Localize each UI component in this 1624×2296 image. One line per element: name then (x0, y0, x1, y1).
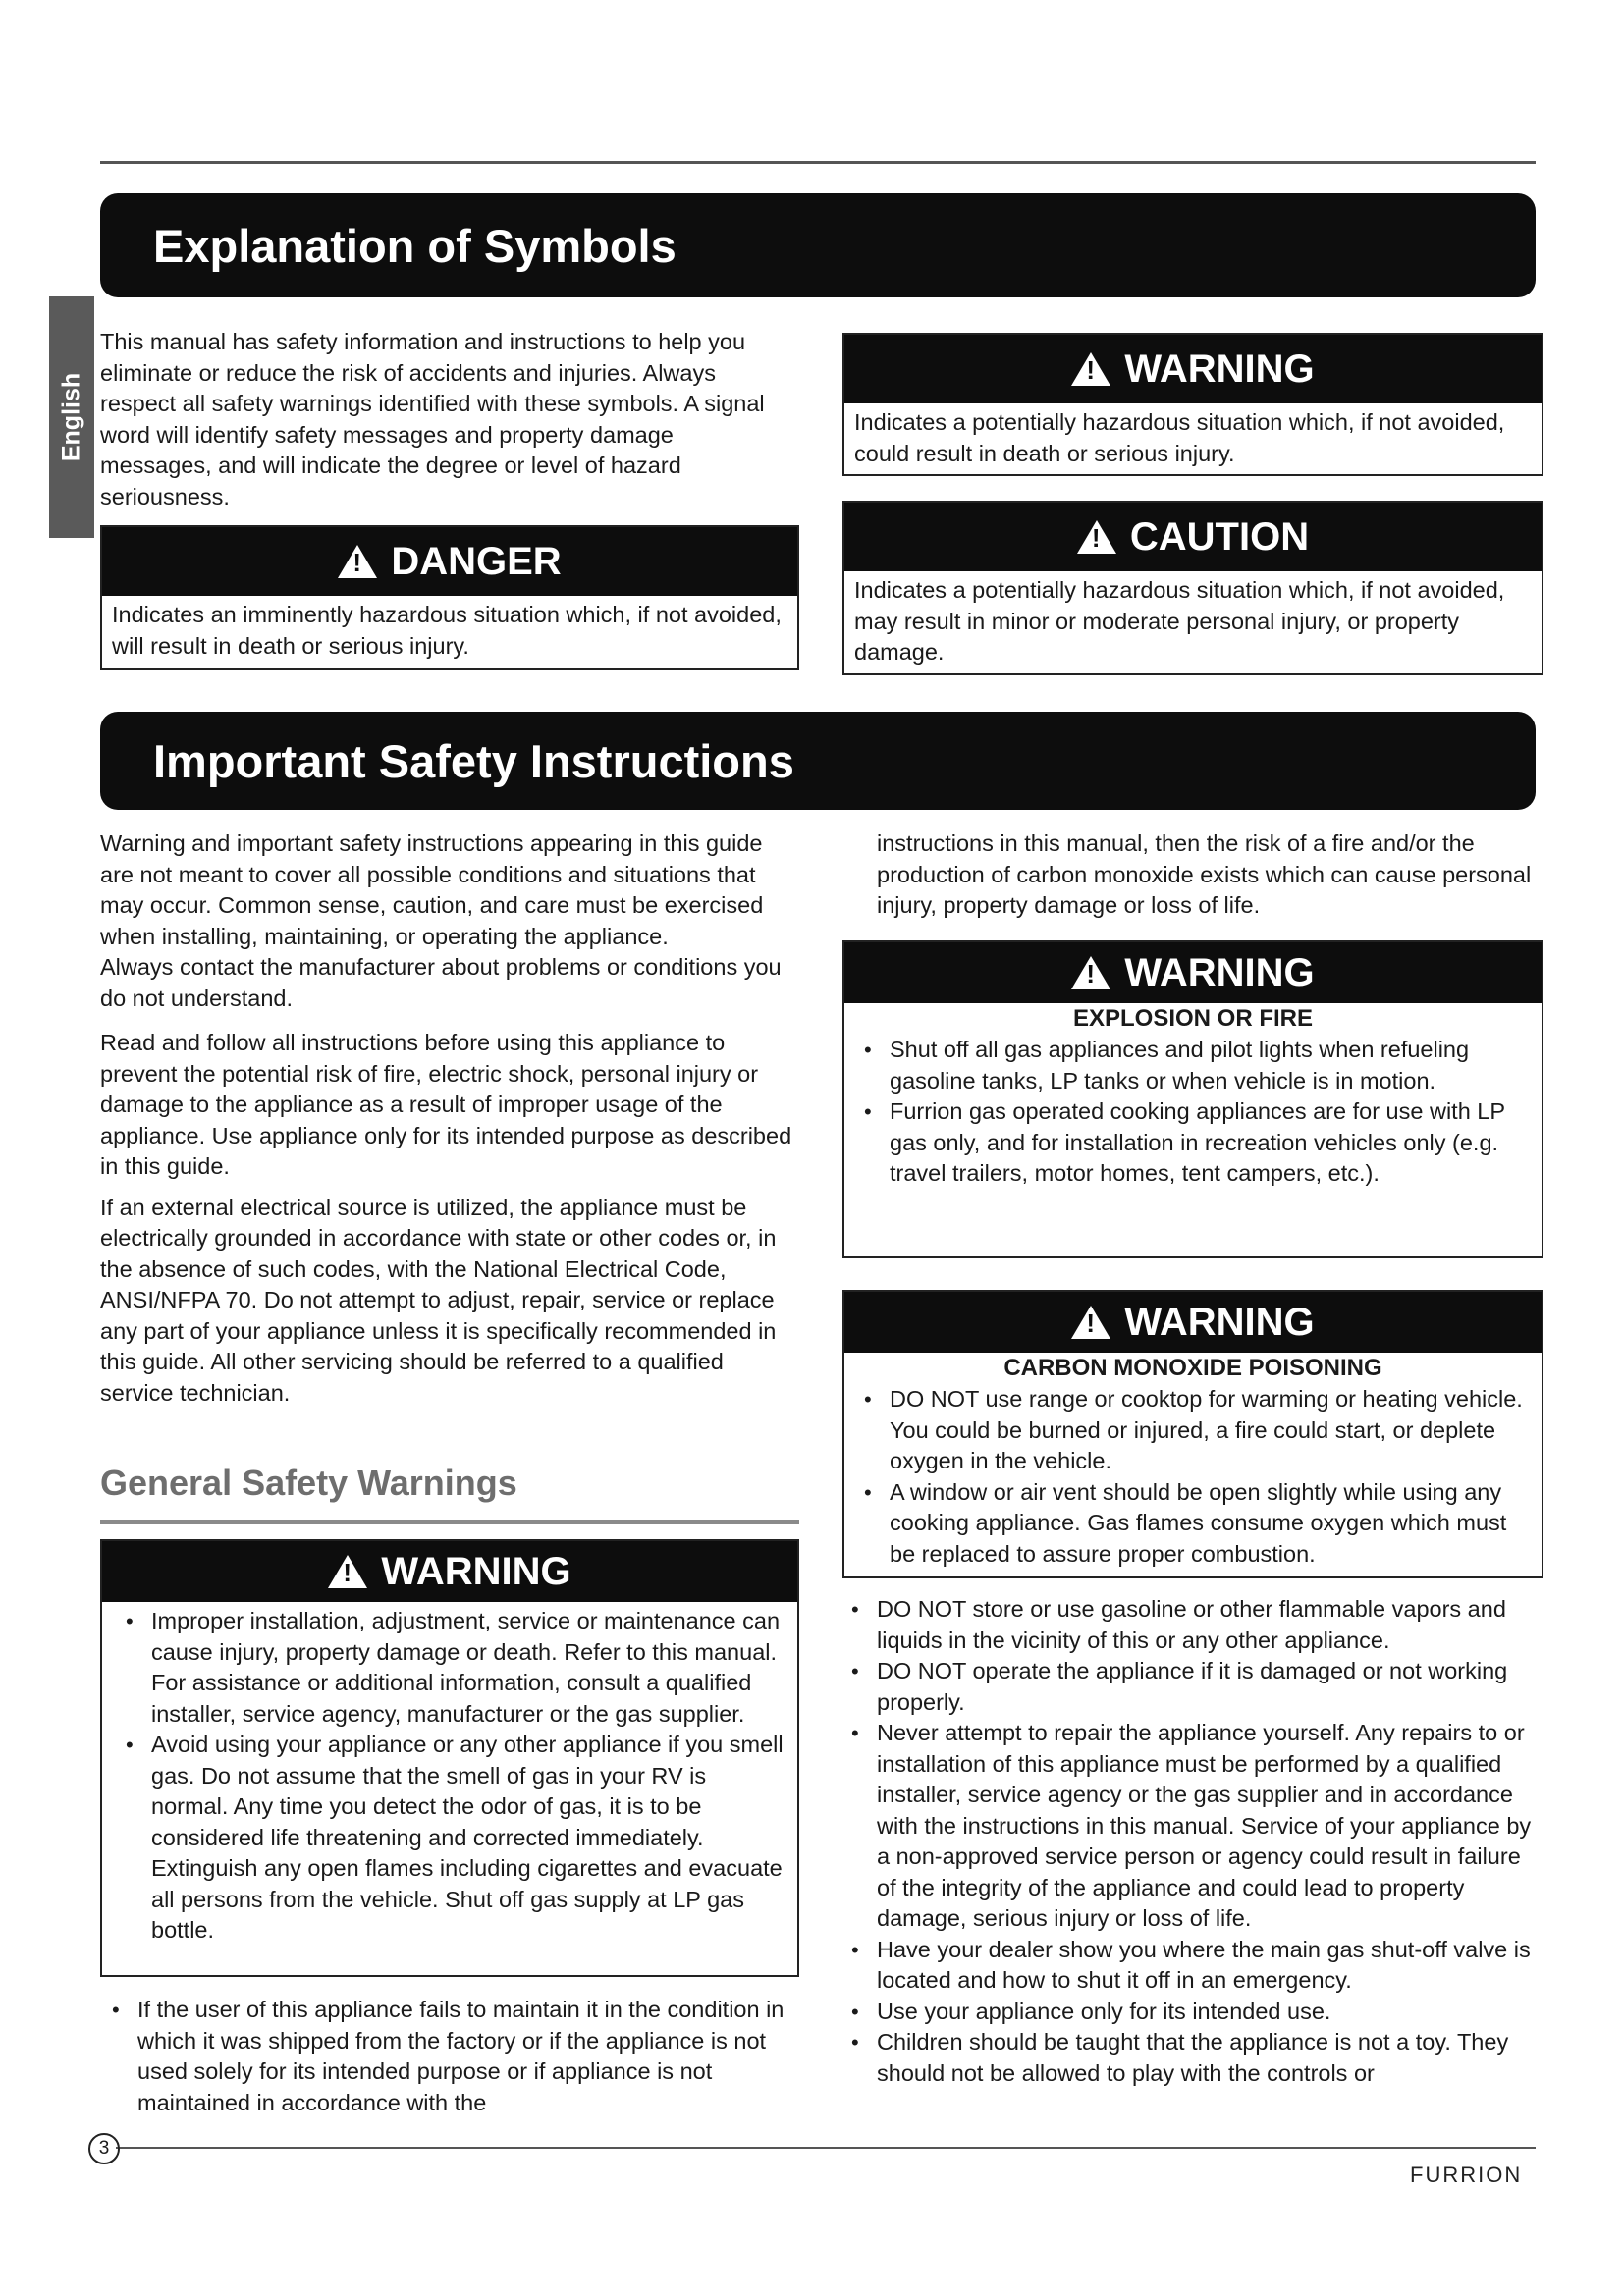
page-number: 3 (88, 2133, 120, 2164)
warning-list (102, 1602, 797, 1947)
left-column (100, 828, 799, 1409)
caution-label: CAUTION (1129, 514, 1310, 559)
list-item: • Furrion gas operated cooking appliances are for use with LP gas only, and for installation in recreation vehicles only (e.g. travel trailers, motor homes, tent campers, etc.). (890, 1096, 1530, 1190)
list-item: • Shut off all gas appliances and pilot lights when refueling gasoline tanks, LP tanks or when vehicle is in motion. (890, 1035, 1530, 1096)
section-title: Important Safety Instructions (153, 734, 794, 787)
list-item: • Children should be taught that the appliance is not a toy. They should not be allowed to play with the controls or (877, 2027, 1544, 2089)
safety-paragraph: Always contact the manufacturer about problems or conditions you do not understand. (100, 954, 782, 1011)
symbols-intro: This manual has safety information and instructions to help you eliminate or reduce the risk of accidents and injuries. Always respect all safety warnings identified with these symbols. A signal word will identify safety messages and property damage messages, and will indicate the degree or level of hazard seriousness. (100, 329, 765, 509)
warning-label: WARNING (1124, 950, 1315, 994)
warning-triangle-icon (1077, 520, 1116, 554)
list-item: • Use your appliance only for its intended use. (877, 1997, 1544, 2028)
warning-subtitle: EXPLOSION OR FIRE (1072, 1005, 1314, 1032)
warning-box (842, 333, 1543, 476)
heading-rule (100, 1520, 799, 1524)
caution-text: Indicates a potentially hazardous situation which, if not avoided, may result in minor or moderate personal injury, or property damage. (854, 577, 1505, 665)
warning-triangle-icon (1071, 956, 1110, 989)
warning-triangle-icon (338, 545, 377, 578)
caution-header (844, 503, 1542, 571)
warning-header (844, 1292, 1542, 1353)
section-header-symbols (100, 193, 1536, 297)
warning-label: WARNING (381, 1549, 571, 1593)
section-header-safety (100, 712, 1536, 810)
general-warning-box (100, 1539, 799, 1977)
explosion-warning-box (842, 940, 1543, 1258)
warning-subtitle: CARBON MONOXIDE POISONING (1003, 1355, 1382, 1381)
list-item: • Improper installation, adjustment, service or maintenance can cause injury, property damage or death. Refer to this manual. For assistance or additional information, consult a qualified installer, service agency, manufacturer or the gas supplier. (151, 1606, 785, 1730)
safety-paragraph: If an external electrical source is utilized, the appliance must be electrically grounded in accordance with state or other codes or, in the absence of such codes, with the National Electrical Code, ANSI/NFPA 70. Do not attempt to adjust, repair, service or replace any part of your appliance unless it is specifically recommended in this guide. All other servicing should be referred to a qualified service technician. (100, 1194, 777, 1406)
left-bullets (137, 1995, 785, 2118)
list-item: • Avoid using your appliance or any other appliance if you smell gas. Do not assume that the smell of gas in your RV is normal. Any time you detect the odor of gas, it is to be considered life threatening and corrected immediately. Extinguish any open flames including cigarettes and evacuate all persons from the vehicle. Shut off gas supply at LP gas bottle. (151, 1730, 785, 1947)
warning-header (844, 335, 1542, 403)
warning-label: WARNING (1124, 347, 1315, 391)
warning-list (844, 1384, 1542, 1570)
co-warning-box (842, 1290, 1543, 1578)
warning-label: WARNING (1124, 1300, 1315, 1344)
caution-box (842, 501, 1543, 675)
language-tab (49, 296, 94, 538)
list-item: • DO NOT operate the appliance if it is damaged or not working properly. (877, 1656, 1544, 1718)
section-title: Explanation of Symbols (153, 219, 677, 272)
warning-header (102, 1541, 797, 1602)
danger-text: Indicates an imminently hazardous situation which, if not avoided, will result in death or serious injury. (112, 602, 782, 659)
language-tab-label: English (57, 372, 85, 462)
warning-list (844, 1035, 1542, 1190)
top-rule (100, 161, 1536, 164)
general-safety-warnings-heading: General Safety Warnings (100, 1463, 517, 1503)
danger-box (100, 525, 799, 670)
warning-triangle-icon (1071, 352, 1110, 386)
safety-paragraph: Read and follow all instructions before using this appliance to prevent the potential risk of fire, electric shock, personal injury or damage to the appliance as a result of improper usage of the appliance. Use appliance only for its intended purpose as described in this guide. (100, 1030, 792, 1179)
safety-continuation: instructions in this manual, then the risk of a fire and/or the production of carbon monoxide exists which can cause personal injury, property damage or loss of life. (877, 830, 1532, 918)
list-item: • DO NOT store or use gasoline or other flammable vapors and liquids in the vicinity of this or any other appliance. (877, 1594, 1544, 1656)
danger-header (102, 527, 797, 596)
list-item: • Have your dealer show you where the main gas shut-off valve is located and how to shut it off in an emergency. (877, 1935, 1544, 1997)
warning-text: Indicates a potentially hazardous situation which, if not avoided, could result in death or serious injury. (854, 409, 1505, 466)
warning-header (844, 942, 1542, 1003)
warning-triangle-icon (328, 1555, 367, 1588)
list-item: • Never attempt to repair the appliance yourself. Any repairs to or installation of this appliance must be performed by a qualified installer, service agency or the gas supplier and in accordance with the instructions in this manual. Service of your appliance by a non-approved service person or agency could result in failure of the integrity of the appliance and could lead to property damage, serious injury or loss of life. (877, 1718, 1544, 1935)
safety-paragraph: Warning and important safety instructions appearing in this guide are not meant to cover all possible conditions and situations that may occur. Common sense, caution, and care must be exercised when installing, maintaining, or operating the appliance. (100, 830, 764, 949)
list-item: • A window or air vent should be open slightly while using any cooking appliance. Gas flames consume oxygen which must be replaced to assure proper combustion. (890, 1477, 1530, 1571)
brand-logo: FURRION (1410, 2163, 1523, 2187)
list-item: • If the user of this appliance fails to maintain it in the condition in which it was shipped from the factory or if the appliance is not used solely for its intended purpose or if appliance is not maintained in accordance with the (137, 1995, 785, 2118)
warning-triangle-icon (1071, 1306, 1110, 1339)
list-item: • DO NOT use range or cooktop for warming or heating vehicle. You could be burned or injured, a fire could start, or deplete oxygen in the vehicle. (890, 1384, 1530, 1477)
danger-label: DANGER (391, 539, 562, 583)
right-bullets (877, 1594, 1544, 2089)
footer-rule (116, 2147, 1536, 2149)
